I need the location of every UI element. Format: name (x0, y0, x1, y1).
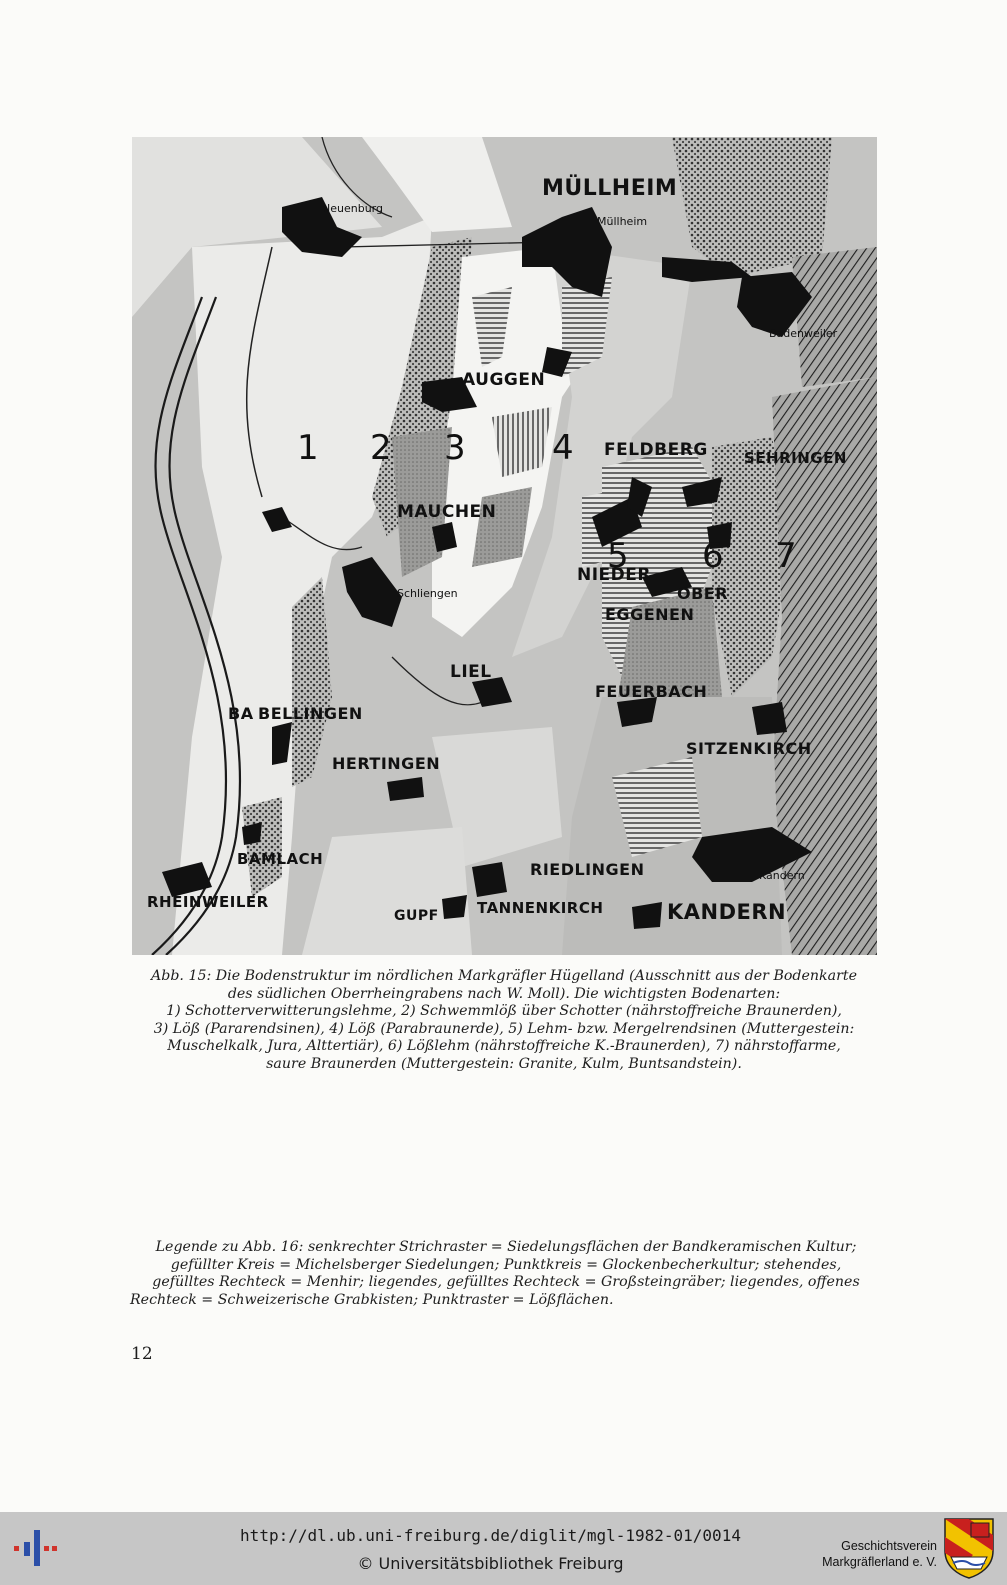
viewer-footer (0, 1512, 1007, 1585)
place-feldberg: FELDBERG (604, 440, 708, 460)
place-schliengen: Schliengen (397, 587, 458, 600)
zone-number-4: 4 (552, 428, 574, 468)
place-badenweiler: Badenweiler (769, 327, 838, 340)
place-kandern: KANDERN (667, 900, 787, 924)
copyright-notice: © Universitätsbibliothek Freiburg (357, 1554, 624, 1573)
legend-line: gefülltes Rechteck = Menhir; liegendes, gefülltes Rechteck = Großsteingräber; liegendes, offenes (152, 1274, 860, 1291)
place-kandern-small: Kandern (759, 869, 805, 882)
society-crest-icon[interactable] (943, 1517, 995, 1583)
soil-map-figure (132, 137, 877, 955)
zone-number-6: 6 (702, 536, 724, 576)
legend-line: Rechteck = Schweizerische Grabkisten; Punktraster = Lößflächen. (130, 1291, 614, 1308)
place-bellingen: BELLINGEN (258, 704, 363, 723)
place-hertingen: HERTINGEN (332, 754, 441, 773)
caption-line: saure Braunerden (Muttergestein: Granite, Kulm, Buntsandstein). (266, 1055, 742, 1072)
zone-number-5: 5 (607, 536, 629, 576)
legend-line: Legende zu Abb. 16: senkrechter Strichraster = Siedelungsflächen der Bandkeramischen Kultur; (155, 1239, 857, 1255)
caption-line: Abb. 15: Die Bodenstruktur im nördlichen Markgräfler Hügelland (Ausschnitt aus der Bodenkarte (151, 968, 857, 984)
place-liel: LIEL (450, 662, 492, 682)
place-gupf: GUPF (394, 908, 439, 924)
place-muellheim: MÜLLHEIM (542, 176, 678, 201)
society-name (822, 1538, 937, 1570)
society-name-line2: Markgräflerland e. V. (822, 1555, 937, 1569)
place-eggenen: EGGENEN (605, 605, 695, 624)
zone-number-3: 3 (444, 428, 466, 468)
figure-caption (128, 968, 880, 1074)
page-number: 12 (131, 1344, 153, 1364)
place-tannenkirch: TANNENKIRCH (477, 899, 604, 917)
zone-number-1: 1 (297, 428, 319, 468)
place-sehringen: SEHRINGEN (744, 449, 847, 467)
document-url-link[interactable]: http://dl.ub.uni-freiburg.de/diglit/mgl-1982-01/0014 (240, 1526, 741, 1545)
caption-line: 1) Schotterverwitterungslehme, 2) Schwemmlöß über Schotter (nährstoffreiche Braunerden), (166, 1003, 842, 1020)
place-sitzenkirch: SITZENKIRCH (686, 739, 812, 758)
soil-map-graphic (132, 137, 877, 955)
legend-line: gefüllter Kreis = Michelsberger Siedelungen; Punktkreis = Glockenbecherkultur; stehendes, (170, 1256, 842, 1273)
caption-line: Muschelkalk, Jura, Alttertiär), 6) Lößlehm (nährstoffreiche K.-Braunerden), 7) nährstoffarme, (167, 1038, 841, 1055)
place-nieder: NIEDER (577, 565, 651, 585)
caption-line: 3) Löß (Pararendsinen), 4) Löß (Parabraunerde), 5) Lehm- bzw. Mergelrendsinen (Muttergestein: (153, 1020, 855, 1037)
place-rheinweiler: RHEINWEILER (147, 893, 269, 911)
place-feuerbach: FEUERBACH (595, 682, 708, 701)
zone-number-2: 2 (370, 428, 392, 468)
place-ober: OBER (677, 584, 729, 603)
place-neuenburg: Neuenburg (322, 202, 383, 215)
place-bad-bellingen-prefix: BA (228, 704, 254, 723)
legend-paragraph (130, 1239, 882, 1309)
place-riedlingen: RIEDLINGEN (530, 860, 645, 879)
caption-line: des südlichen Oberrheingrabens nach W. Moll). Die wichtigsten Bodenarten: (227, 985, 781, 1002)
place-bamlach: BAMLACH (237, 850, 324, 868)
place-mauchen: MAUCHEN (397, 502, 497, 522)
zone-number-7: 7 (775, 536, 797, 576)
place-muellheim-small: Müllheim (597, 215, 648, 228)
place-auggen: AUGGEN (462, 370, 546, 390)
society-name-line1: Geschichtsverein (841, 1539, 937, 1553)
